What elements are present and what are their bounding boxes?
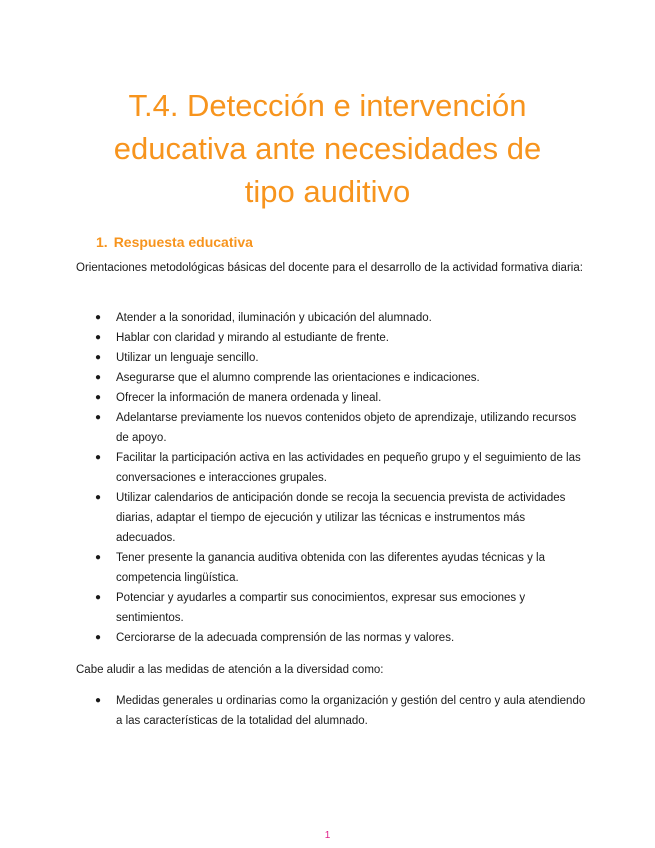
list-item <box>76 448 586 488</box>
list-item-text: Asegurarse que el alumno comprende las orientaciones e indicaciones. <box>116 372 480 384</box>
list-item-text: Facilitar la participación activa en las actividades en pequeño grupo y el seguimiento de las conversaciones e interacciones grupales. <box>116 452 581 484</box>
bullet-icon: ● <box>95 332 102 343</box>
list-item-text: Utilizar calendarios de anticipación donde se recoja la secuencia prevista de actividades diarias, adaptar el tiempo de ejecución y utilizar las técnicas e instrumentos más adecuados. <box>116 492 566 544</box>
bullet-icon: ● <box>95 552 102 563</box>
list-item-text: Atender a la sonoridad, iluminación y ubicación del alumnado. <box>116 312 432 324</box>
list-item <box>76 488 586 548</box>
list-item-text: Cerciorarse de la adecuada comprensión de las normas y valores. <box>116 632 455 644</box>
section-number: 1. <box>96 234 108 250</box>
list-item <box>76 328 586 348</box>
list-item <box>76 548 586 588</box>
list-item <box>76 348 586 368</box>
bullet-icon: ● <box>95 592 102 603</box>
list-item-text: Tener presente la ganancia auditiva obtenida con las diferentes ayudas técnicas y la competencia lingüística. <box>116 552 545 584</box>
list-item-text: Adelantarse previamente los nuevos contenidos objeto de aprendizaje, utilizando recursos de apoyo. <box>116 412 577 444</box>
bullet-icon: ● <box>95 632 102 643</box>
bullet-icon: ● <box>95 312 102 323</box>
bullet-icon: ● <box>95 452 102 463</box>
orientaciones-list <box>76 308 586 648</box>
medidas-intro-paragraph: Cabe aludir a las medidas de atención a la diversidad como: <box>76 664 384 676</box>
bullet-icon: ● <box>95 392 102 403</box>
medidas-list <box>76 691 586 731</box>
page-number: 1 <box>324 830 331 841</box>
list-item <box>76 308 586 328</box>
bullet-icon: ● <box>95 412 102 423</box>
list-item <box>76 628 586 648</box>
bullet-icon: ● <box>95 372 102 383</box>
list-item-text: Ofrecer la información de manera ordenada y lineal. <box>116 392 382 404</box>
list-item <box>76 368 586 388</box>
bullet-icon: ● <box>95 352 102 363</box>
page-title: T.4. Detección e intervención educativa ante necesidades de tipo auditivo <box>113 88 542 209</box>
section-heading <box>96 232 253 252</box>
list-item-text: Potenciar y ayudarles a compartir sus conocimientos, expresar sus emociones y sentimientos. <box>116 592 526 624</box>
bullet-icon: ● <box>95 492 102 503</box>
intro-paragraph: Orientaciones metodológicas básicas del docente para el desarrollo de la actividad formativa diaria: <box>76 262 583 274</box>
list-item-text: Utilizar un lenguaje sencillo. <box>116 352 259 364</box>
list-item <box>76 388 586 408</box>
list-item <box>76 588 586 628</box>
list-item-text: Hablar con claridad y mirando al estudiante de frente. <box>116 332 389 344</box>
list-item <box>76 691 586 731</box>
section-heading-text: Respuesta educativa <box>113 234 253 250</box>
list-item <box>76 408 586 448</box>
list-item-text: Medidas generales u ordinarias como la organización y gestión del centro y aula atendiendo a las características de la totalidad del alumnado. <box>116 695 586 727</box>
bullet-icon: ● <box>95 695 102 706</box>
